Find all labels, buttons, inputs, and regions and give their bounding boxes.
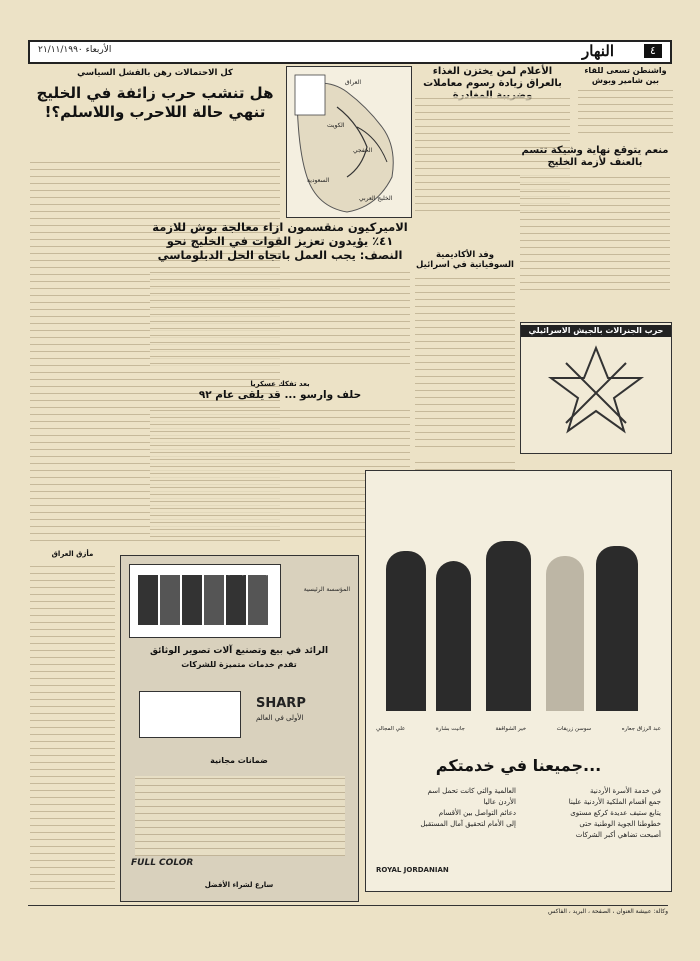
rj-lines-right — [521, 786, 661, 841]
map-label-kuwait: الكويت — [327, 122, 345, 129]
map-label-gulf: الخليج العربي — [359, 195, 393, 202]
main-right-headline: الأعلام لمن يختزن الغذاء بالعراق زيادة رسوم معاملات — [423, 66, 562, 89]
gulf-outlook-story — [520, 145, 670, 295]
masthead-date: الأربعاء ٢١/١١/١٩٩٠ — [38, 45, 112, 55]
rj-line: الأردن عاليا — [483, 798, 516, 806]
royal-jordanian-ad — [365, 470, 672, 892]
staff-name: عبد الرزاق جعاره — [621, 726, 661, 732]
rj-brand: ROYAL JORDANIAN — [376, 866, 449, 874]
sharp-footer: سارع لشراء الأفضل — [204, 881, 274, 889]
sharp-slogan: الأولى في العالم — [256, 714, 304, 722]
rj-line: إلى الأمام لتحقيق آمال المستقبل — [420, 820, 516, 828]
rj-headline: ...جميعنا في خدمتكم — [435, 756, 602, 775]
footer-credits: وكالة: عبيشة العنوان ، الصفحة ، البريد ، الفاكس — [548, 908, 668, 915]
center-story — [150, 220, 410, 370]
staff-name: خير الشواقفة — [495, 726, 527, 732]
soviet-story — [415, 250, 515, 450]
rj-line: أصبحت تضاهي أكبر الشركات — [575, 831, 661, 839]
map-label-khafji: الخفجي — [353, 147, 373, 154]
star-emblem-icon — [546, 343, 646, 443]
arab-issue-story — [30, 550, 115, 890]
rj-line: العالمية والتي كانت تحمل اسم — [427, 787, 516, 795]
right-top-headline: واشنطن تسعى للقاء بين شامير وبوش — [584, 66, 667, 85]
left-headline: هل تنشب حرب زائفة في الخليج تنهي حالة اللاحرب واللاسلم؟! — [36, 84, 274, 121]
rj-lines-left — [376, 786, 516, 830]
gulf-map — [286, 66, 412, 218]
masthead-logo: النهار — [582, 42, 614, 60]
generals-box — [520, 322, 672, 454]
left-feature — [30, 68, 280, 158]
staff-name: علي المجالي — [376, 726, 406, 732]
staff-name: سوسن زريقات — [556, 726, 592, 732]
sharp-full-color: FULL COLOR — [131, 858, 194, 868]
right-top-story — [578, 66, 673, 136]
sharp-company-name: شركة سوداني التجارية — [194, 566, 279, 576]
rj-line: جمع أقسام الملكية الأردنية علينا — [568, 798, 661, 806]
page-number: ٤ — [644, 44, 662, 58]
sharp-branch-title: المؤسسة الرئيسية — [303, 586, 350, 593]
sharp-offer: ضمانات مجانية — [210, 756, 268, 765]
map-label-saudi: السعودية — [307, 177, 330, 184]
generals-title: حرب الجنرالات بالجيش الاسرائيلي — [521, 325, 671, 337]
rj-line: يتابع ستيف عديدة كركع مستوى — [570, 809, 661, 817]
rj-line: دعائم التواصل بين الأقسام — [438, 809, 516, 817]
rj-line: في خدمة الأسرة الأردنية — [590, 787, 661, 795]
soviet-headline: وفد الأكاديمية السوفياتية في اسرائيل — [416, 250, 514, 270]
sharp-brand: SHARP — [256, 696, 306, 711]
military-headline: حلف وارسو ... قد يلقى عام ٩٢ — [198, 389, 362, 401]
gulf-outlook-headline: منعم يتوقع نهاية وشيكة تتسم بالعنف لأزمة الخليج — [521, 145, 669, 168]
military-kicker: بعد تفكك عسكريا — [250, 380, 310, 388]
rj-line: خطوطنا الجوية الوطنية حتى — [579, 820, 661, 828]
staff-names — [376, 726, 661, 742]
sharp-tagline-2: تقدم خدمات متميزة للشركات — [181, 660, 297, 669]
staff-photo — [376, 501, 661, 721]
masthead-bar — [28, 40, 672, 64]
center-headline: الاميركيون منقسمون ازاء معالجة بوش للازمة ٤١٪ يؤيدون تعزيز القوات في الخليج نحو النصف: يجب العمل باتجاه الحل الدبلوماسي — [152, 220, 408, 262]
staff-name: جانيت بشارة — [435, 726, 465, 732]
left-kicker: كل الاحتمالات رهن بالفشل السياسي — [77, 68, 233, 78]
arab-issue-kicker: مأزق العراق — [51, 550, 94, 558]
sharp-tagline-1: الرائد في بيع وتصنيع آلات تصوير الوثائق — [149, 646, 329, 656]
map-label-iraq: العراق — [345, 79, 362, 86]
map-drawing — [287, 67, 411, 217]
sharp-ad — [120, 555, 359, 902]
copier-icon — [139, 691, 241, 738]
